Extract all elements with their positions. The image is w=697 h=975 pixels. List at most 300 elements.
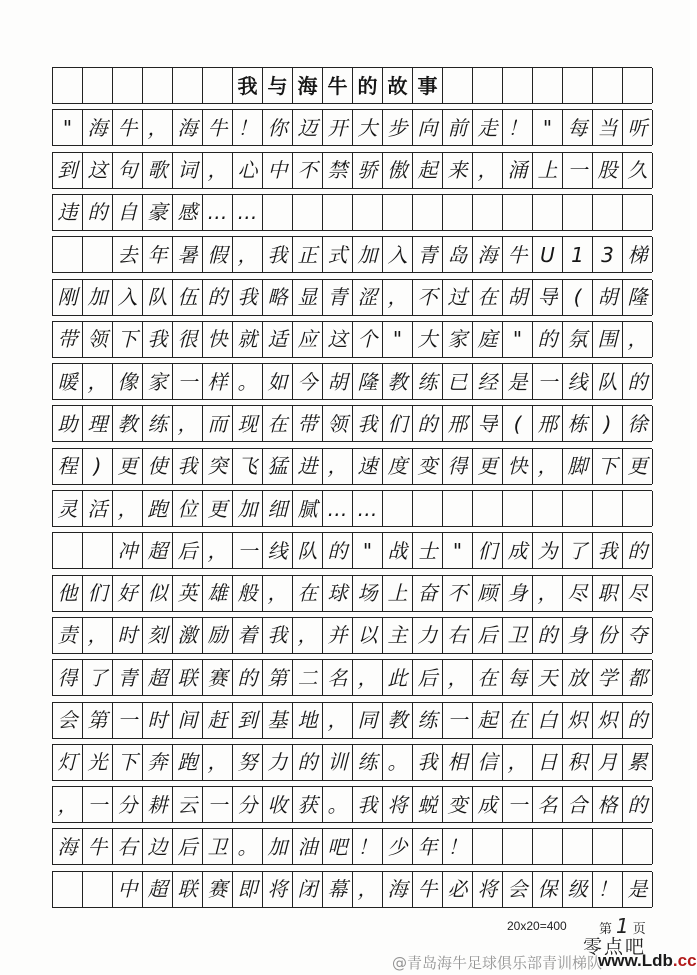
grid-cell-char: 耕 bbox=[143, 787, 173, 822]
grid-cell-char: 围 bbox=[593, 322, 623, 357]
grid-cell-char: 身 bbox=[563, 618, 593, 653]
grid-cell-char: 雄 bbox=[203, 576, 233, 611]
grid-cell-char: 主 bbox=[383, 618, 413, 653]
grid-cell-char: ， bbox=[83, 618, 113, 653]
grid-cell-empty bbox=[533, 68, 563, 103]
grid-cell-char: 脚 bbox=[563, 449, 593, 484]
manuscript-grid bbox=[52, 67, 652, 913]
grid-cell-char: " bbox=[533, 110, 563, 145]
grid-cell-char: 伍 bbox=[173, 280, 203, 315]
grid-cell-char: 云 bbox=[173, 787, 203, 822]
grid-cell-char: 海 bbox=[293, 68, 323, 103]
grid-cell-empty bbox=[383, 491, 413, 526]
grid-cell-char: 今 bbox=[293, 364, 323, 399]
grid-cell-char: 暖 bbox=[53, 364, 83, 399]
grid-cell-char: 快 bbox=[503, 449, 533, 484]
grid-cell-char: 牛 bbox=[323, 68, 353, 103]
grid-cell-char: 胡 bbox=[323, 364, 353, 399]
grid-cell-empty bbox=[173, 68, 203, 103]
grid-cell-char: 们 bbox=[383, 406, 413, 441]
grid-cell-empty bbox=[593, 491, 623, 526]
grid-cell-char: 涌 bbox=[503, 153, 533, 188]
grid-cell-char: ， bbox=[323, 703, 353, 738]
grid-cell-char: 格 bbox=[593, 787, 623, 822]
grid-cell-char: 程 bbox=[53, 449, 83, 484]
grid-cell-char: 猛 bbox=[263, 449, 293, 484]
grid-cell-char: 在 bbox=[263, 406, 293, 441]
grid-cell-char: 士 bbox=[413, 533, 443, 568]
grid-cell-char: 超 bbox=[143, 872, 173, 907]
grid-cell-char: 将 bbox=[383, 787, 413, 822]
grid-cell-char: 分 bbox=[113, 787, 143, 822]
grid-cell-char: 更 bbox=[623, 449, 653, 484]
grid-cell-empty bbox=[593, 195, 623, 230]
grid-cell-char: 了 bbox=[83, 660, 113, 695]
grid-cell-char: 卫 bbox=[503, 618, 533, 653]
grid-cell-empty bbox=[563, 195, 593, 230]
grid-cell-char: 合 bbox=[563, 787, 593, 822]
grid-cell-char: ！ bbox=[233, 110, 263, 145]
grid-cell-char: 经 bbox=[473, 364, 503, 399]
grid-cell-char: 日 bbox=[533, 745, 563, 780]
grid-cell-char: 3 bbox=[593, 237, 623, 272]
grid-cell-char: 故 bbox=[383, 68, 413, 103]
grid-cell-char: 间 bbox=[173, 703, 203, 738]
grid-cell-char: 会 bbox=[53, 703, 83, 738]
text-row bbox=[52, 109, 652, 146]
grid-cell-empty bbox=[503, 68, 533, 103]
grid-cell-char: 球 bbox=[323, 576, 353, 611]
grid-cell-char: 白 bbox=[533, 703, 563, 738]
grid-cell-char: 后 bbox=[173, 829, 203, 864]
grid-cell-char: ， bbox=[443, 660, 473, 695]
grid-cell-char: 走 bbox=[473, 110, 503, 145]
grid-cell-char: 成 bbox=[503, 533, 533, 568]
grid-cell-char: 加 bbox=[233, 491, 263, 526]
grid-cell-char: 月 bbox=[593, 745, 623, 780]
page-prefix: 第 bbox=[599, 922, 613, 937]
grid-cell-char: 假 bbox=[203, 237, 233, 272]
grid-cell-char: 带 bbox=[53, 322, 83, 357]
grid-cell-char: 前 bbox=[443, 110, 473, 145]
grid-cell-char: 战 bbox=[383, 533, 413, 568]
grid-cell-char: 以 bbox=[353, 618, 383, 653]
grid-cell-char: 我 bbox=[353, 787, 383, 822]
grid-cell-char: 氛 bbox=[563, 322, 593, 357]
grid-cell-empty bbox=[413, 195, 443, 230]
grid-cell-char: 般 bbox=[233, 576, 263, 611]
grid-cell-char: 的 bbox=[623, 787, 653, 822]
site-url-main: www.Ldb bbox=[598, 951, 673, 970]
grid-cell-char: 的 bbox=[413, 406, 443, 441]
grid-cell-char: ！ bbox=[593, 872, 623, 907]
grid-cell-char: 青 bbox=[113, 660, 143, 695]
grid-cell-char: 而 bbox=[203, 406, 233, 441]
text-row bbox=[52, 871, 652, 908]
grid-cell-char: 时 bbox=[143, 703, 173, 738]
grid-cell-char: 加 bbox=[83, 280, 113, 315]
grid-cell-char: ！ bbox=[503, 110, 533, 145]
grid-cell-char: 是 bbox=[503, 364, 533, 399]
grid-cell-char: 后 bbox=[173, 533, 203, 568]
grid-cell-char: 奋 bbox=[413, 576, 443, 611]
grid-cell-char: 速 bbox=[353, 449, 383, 484]
grid-cell-char: 海 bbox=[383, 872, 413, 907]
grid-cell-char: 责 bbox=[53, 618, 83, 653]
grid-cell-char: 名 bbox=[323, 660, 353, 695]
grid-cell-char: 家 bbox=[443, 322, 473, 357]
grid-cell-char: 一 bbox=[113, 703, 143, 738]
grid-cell-char: 时 bbox=[113, 618, 143, 653]
grid-cell-char: 海 bbox=[173, 110, 203, 145]
grid-cell-char: 后 bbox=[473, 618, 503, 653]
grid-cell-char: 都 bbox=[623, 660, 653, 695]
grid-cell-empty bbox=[593, 829, 623, 864]
grid-cell-char: 队 bbox=[143, 280, 173, 315]
grid-cell-char: 收 bbox=[263, 787, 293, 822]
grid-cell-char: 相 bbox=[443, 745, 473, 780]
grid-cell-char: ， bbox=[173, 406, 203, 441]
grid-cell-char: 刻 bbox=[143, 618, 173, 653]
grid-cell-char: ， bbox=[203, 745, 233, 780]
grid-cell-char: ， bbox=[383, 280, 413, 315]
grid-cell-char: 股 bbox=[593, 153, 623, 188]
grid-cell-char: 海 bbox=[473, 237, 503, 272]
grid-cell-char: 力 bbox=[413, 618, 443, 653]
grid-cell-char: 英 bbox=[173, 576, 203, 611]
grid-cell-char: 的 bbox=[323, 533, 353, 568]
grid-cell-char: 激 bbox=[173, 618, 203, 653]
grid-cell-char: 顾 bbox=[473, 576, 503, 611]
grid-cell-char: 练 bbox=[413, 364, 443, 399]
text-row bbox=[52, 321, 652, 358]
grid-cell-char: 一 bbox=[563, 153, 593, 188]
grid-cell-char: 每 bbox=[503, 660, 533, 695]
grid-cell-char: 着 bbox=[233, 618, 263, 653]
grid-cell-char: ！ bbox=[353, 829, 383, 864]
grid-cell-char: 年 bbox=[143, 237, 173, 272]
grid-cell-char: ， bbox=[503, 745, 533, 780]
grid-cell-empty bbox=[203, 68, 233, 103]
grid-cell-char: 样 bbox=[203, 364, 233, 399]
grid-cell-char: 加 bbox=[263, 829, 293, 864]
grid-cell-char: 个 bbox=[353, 322, 383, 357]
grid-cell-char: 并 bbox=[323, 618, 353, 653]
grid-cell-char: 累 bbox=[623, 745, 653, 780]
grid-cell-empty bbox=[383, 195, 413, 230]
grid-cell-char: 职 bbox=[593, 576, 623, 611]
grid-cell-char: 边 bbox=[143, 829, 173, 864]
grid-cell-char: 牛 bbox=[503, 237, 533, 272]
grid-cell-char: 是 bbox=[623, 872, 653, 907]
grid-cell-char: 领 bbox=[323, 406, 353, 441]
grid-cell-char: 我 bbox=[173, 449, 203, 484]
grid-cell-char: 骄 bbox=[353, 153, 383, 188]
grid-cell-empty bbox=[443, 195, 473, 230]
text-row bbox=[52, 448, 652, 485]
grid-cell-char: 油 bbox=[293, 829, 323, 864]
grid-cell-empty bbox=[323, 195, 353, 230]
grid-cell-char: " bbox=[503, 322, 533, 357]
grid-cell-char: 带 bbox=[293, 406, 323, 441]
grid-cell-empty bbox=[623, 829, 653, 864]
grid-cell-char: 隆 bbox=[353, 364, 383, 399]
grid-cell-char: 到 bbox=[53, 153, 83, 188]
grid-cell-char: 炽 bbox=[593, 703, 623, 738]
grid-cell-char: ， bbox=[473, 153, 503, 188]
grid-cell-char: 徐 bbox=[623, 406, 653, 441]
grid-cell-char: 海 bbox=[53, 829, 83, 864]
grid-cell-char: 年 bbox=[413, 829, 443, 864]
grid-cell-empty bbox=[443, 68, 473, 103]
grid-cell-char: 青 bbox=[413, 237, 443, 272]
grid-cell-empty bbox=[473, 491, 503, 526]
page-suffix: 页 bbox=[632, 922, 646, 937]
grid-cell-char: ( bbox=[503, 406, 533, 441]
grid-cell-char: 应 bbox=[293, 322, 323, 357]
grid-cell-char: 导 bbox=[533, 280, 563, 315]
grid-cell-char: ， bbox=[293, 618, 323, 653]
grid-cell-char: 赛 bbox=[203, 872, 233, 907]
grid-cell-char: 二 bbox=[293, 660, 323, 695]
grid-cell-char: 的 bbox=[623, 533, 653, 568]
grid-cell-char: 赛 bbox=[203, 660, 233, 695]
grid-cell-char: 胡 bbox=[503, 280, 533, 315]
grid-cell-char: 进 bbox=[293, 449, 323, 484]
grid-cell-char: 一 bbox=[503, 787, 533, 822]
grid-cell-char: 好 bbox=[113, 576, 143, 611]
grid-cell-char: 卫 bbox=[203, 829, 233, 864]
grid-cell-char: 不 bbox=[443, 576, 473, 611]
grid-cell-char: ， bbox=[263, 576, 293, 611]
grid-cell-char: 的 bbox=[623, 703, 653, 738]
grid-cell-char: 岛 bbox=[443, 237, 473, 272]
text-row bbox=[52, 363, 652, 400]
grid-cell-char: ) bbox=[593, 406, 623, 441]
grid-cell-char: 在 bbox=[503, 703, 533, 738]
grid-cell-char: 即 bbox=[233, 872, 263, 907]
grid-cell-char: 度 bbox=[383, 449, 413, 484]
grid-cell-empty bbox=[143, 68, 173, 103]
grid-cell-char: 。 bbox=[233, 829, 263, 864]
grid-cell-char: 歌 bbox=[143, 153, 173, 188]
grid-cell-char: 我 bbox=[413, 745, 443, 780]
grid-cell-char: 细 bbox=[263, 491, 293, 526]
grid-cell-char: 大 bbox=[413, 322, 443, 357]
grid-cell-char: 像 bbox=[113, 364, 143, 399]
grid-cell-char: … bbox=[203, 195, 233, 230]
grid-cell-char: 不 bbox=[413, 280, 443, 315]
grid-cell-char: 如 bbox=[263, 364, 293, 399]
site-brand-logo: 零点吧 bbox=[583, 936, 647, 958]
grid-cell-char: 。 bbox=[323, 787, 353, 822]
grid-cell-char: ， bbox=[623, 322, 653, 357]
grid-cell-char: 很 bbox=[173, 322, 203, 357]
grid-cell-char: ， bbox=[203, 153, 233, 188]
grid-cell-empty bbox=[443, 491, 473, 526]
grid-cell-char: 当 bbox=[593, 110, 623, 145]
grid-cell-char: ， bbox=[533, 449, 563, 484]
grid-cell-char: 飞 bbox=[233, 449, 263, 484]
grid-cell-char: 的 bbox=[533, 618, 563, 653]
grid-cell-char: 我 bbox=[263, 618, 293, 653]
grid-cell-char: 右 bbox=[113, 829, 143, 864]
grid-cell-char: " bbox=[53, 110, 83, 145]
grid-cell-char: 一 bbox=[233, 533, 263, 568]
grid-cell-char: 级 bbox=[563, 872, 593, 907]
grid-cell-char: 场 bbox=[353, 576, 383, 611]
grid-cell-char: 队 bbox=[293, 533, 323, 568]
grid-cell-char: 此 bbox=[383, 660, 413, 695]
grid-cell-char: ， bbox=[353, 872, 383, 907]
grid-cell-char: 们 bbox=[473, 533, 503, 568]
grid-cell-char: 教 bbox=[113, 406, 143, 441]
grid-cell-char: 夺 bbox=[623, 618, 653, 653]
grid-cell-char: 练 bbox=[143, 406, 173, 441]
grid-cell-char: ， bbox=[233, 237, 263, 272]
grid-cell-char: 这 bbox=[83, 153, 113, 188]
text-row bbox=[52, 236, 652, 273]
grid-cell-empty bbox=[533, 829, 563, 864]
grid-cell-empty bbox=[473, 829, 503, 864]
grid-cell-char: 牛 bbox=[113, 110, 143, 145]
text-row bbox=[52, 575, 652, 612]
grid-cell-empty bbox=[503, 491, 533, 526]
grid-cell-char: 第 bbox=[83, 703, 113, 738]
grid-cell-char: 信 bbox=[473, 745, 503, 780]
grid-cell-char: 力 bbox=[263, 745, 293, 780]
grid-cell-char: 显 bbox=[293, 280, 323, 315]
grid-cell-char: 现 bbox=[233, 406, 263, 441]
grid-cell-char: 跑 bbox=[143, 491, 173, 526]
grid-cell-char: 训 bbox=[323, 745, 353, 780]
grid-cell-empty bbox=[593, 68, 623, 103]
grid-cell-char: " bbox=[443, 533, 473, 568]
grid-cell-char: 傲 bbox=[383, 153, 413, 188]
grid-cell-char: 闭 bbox=[293, 872, 323, 907]
grid-cell-char: … bbox=[353, 491, 383, 526]
grid-cell-char: 练 bbox=[353, 745, 383, 780]
grid-cell-char: 将 bbox=[473, 872, 503, 907]
grid-cell-char bbox=[53, 533, 83, 568]
text-row bbox=[52, 490, 652, 527]
grid-cell-empty bbox=[563, 68, 593, 103]
grid-cell-char: 隆 bbox=[623, 280, 653, 315]
grid-cell-char: 右 bbox=[443, 618, 473, 653]
grid-cell-char: 名 bbox=[533, 787, 563, 822]
grid-cell-char: 心 bbox=[233, 153, 263, 188]
grid-cell-char: ) bbox=[83, 449, 113, 484]
grid-cell-char: 去 bbox=[113, 237, 143, 272]
text-row bbox=[52, 532, 652, 569]
grid-cell-char: 涩 bbox=[353, 280, 383, 315]
grid-cell-char: 入 bbox=[383, 237, 413, 272]
grid-cell-char: 使 bbox=[143, 449, 173, 484]
grid-cell-char: U bbox=[533, 237, 563, 272]
grid-cell-char: ， bbox=[353, 660, 383, 695]
grid-cell-empty bbox=[533, 195, 563, 230]
grid-cell-char: 的 bbox=[233, 660, 263, 695]
grid-cell-char: 超 bbox=[143, 533, 173, 568]
grid-cell-empty bbox=[263, 195, 293, 230]
grid-cell-char: 中 bbox=[113, 872, 143, 907]
grid-cell-char: 获 bbox=[293, 787, 323, 822]
grid-cell-char: 在 bbox=[473, 660, 503, 695]
grid-cell-char: 向 bbox=[413, 110, 443, 145]
grid-cell-empty bbox=[53, 68, 83, 103]
grid-cell-char: 1 bbox=[563, 237, 593, 272]
grid-cell-char: 地 bbox=[293, 703, 323, 738]
grid-cell-char: 的 bbox=[83, 195, 113, 230]
grid-cell-char: 线 bbox=[563, 364, 593, 399]
grid-cell-char: 一 bbox=[83, 787, 113, 822]
grid-cell-char: 的 bbox=[293, 745, 323, 780]
grid-cell-char: 一 bbox=[533, 364, 563, 399]
grid-cell-char: 灯 bbox=[53, 745, 83, 780]
grid-cell-char: 努 bbox=[233, 745, 263, 780]
grid-cell-char: 少 bbox=[383, 829, 413, 864]
grid-cell-char: 们 bbox=[83, 576, 113, 611]
text-row bbox=[52, 279, 652, 316]
grid-cell-char: 自 bbox=[113, 195, 143, 230]
grid-cell-char: 。 bbox=[233, 364, 263, 399]
grid-cell-char: 更 bbox=[113, 449, 143, 484]
grid-cell-char: 句 bbox=[113, 153, 143, 188]
grid-cell-char: 联 bbox=[173, 660, 203, 695]
grid-cell-char: 线 bbox=[263, 533, 293, 568]
grid-cell-char: 他 bbox=[53, 576, 83, 611]
grid-cell-char: … bbox=[233, 195, 263, 230]
grid-cell-char: 迈 bbox=[293, 110, 323, 145]
grid-cell-char: 下 bbox=[593, 449, 623, 484]
grid-cell-char: 的 bbox=[203, 280, 233, 315]
grid-cell-char: 一 bbox=[203, 787, 233, 822]
grid-cell-char: ， bbox=[143, 110, 173, 145]
grid-cell-char: 成 bbox=[473, 787, 503, 822]
grid-cell-empty bbox=[353, 195, 383, 230]
grid-cell-empty bbox=[623, 195, 653, 230]
grid-cell-char: 练 bbox=[413, 703, 443, 738]
grid-cell-char: 这 bbox=[323, 322, 353, 357]
grid-cell-char bbox=[83, 533, 113, 568]
page-number: 1 bbox=[616, 914, 629, 938]
text-row bbox=[52, 405, 652, 442]
grid-cell-char: 入 bbox=[113, 280, 143, 315]
grid-cell-char: 我 bbox=[593, 533, 623, 568]
grid-cell-empty bbox=[623, 68, 653, 103]
grid-cell-char: 式 bbox=[323, 237, 353, 272]
grid-cell-empty bbox=[83, 68, 113, 103]
grid-cell-char: 海 bbox=[83, 110, 113, 145]
grid-cell-char bbox=[53, 237, 83, 272]
grid-cell-char: 上 bbox=[533, 153, 563, 188]
grid-cell-empty bbox=[563, 829, 593, 864]
grid-cell-char: 队 bbox=[593, 364, 623, 399]
grid-cell-char: 下 bbox=[113, 322, 143, 357]
grid-cell-char: 略 bbox=[263, 280, 293, 315]
grid-cell-char: 一 bbox=[173, 364, 203, 399]
grid-cell-char: 天 bbox=[533, 660, 563, 695]
grid-cell-char: 了 bbox=[563, 533, 593, 568]
grid-cell-char: 我 bbox=[353, 406, 383, 441]
grid-cell-char: 禁 bbox=[323, 153, 353, 188]
text-row bbox=[52, 659, 652, 696]
grid-cell-char: 牛 bbox=[203, 110, 233, 145]
grid-cell-char: 一 bbox=[443, 703, 473, 738]
grid-cell-char: 听 bbox=[623, 110, 653, 145]
grid-cell-char: 庭 bbox=[473, 322, 503, 357]
grid-cell-char: 我 bbox=[143, 322, 173, 357]
